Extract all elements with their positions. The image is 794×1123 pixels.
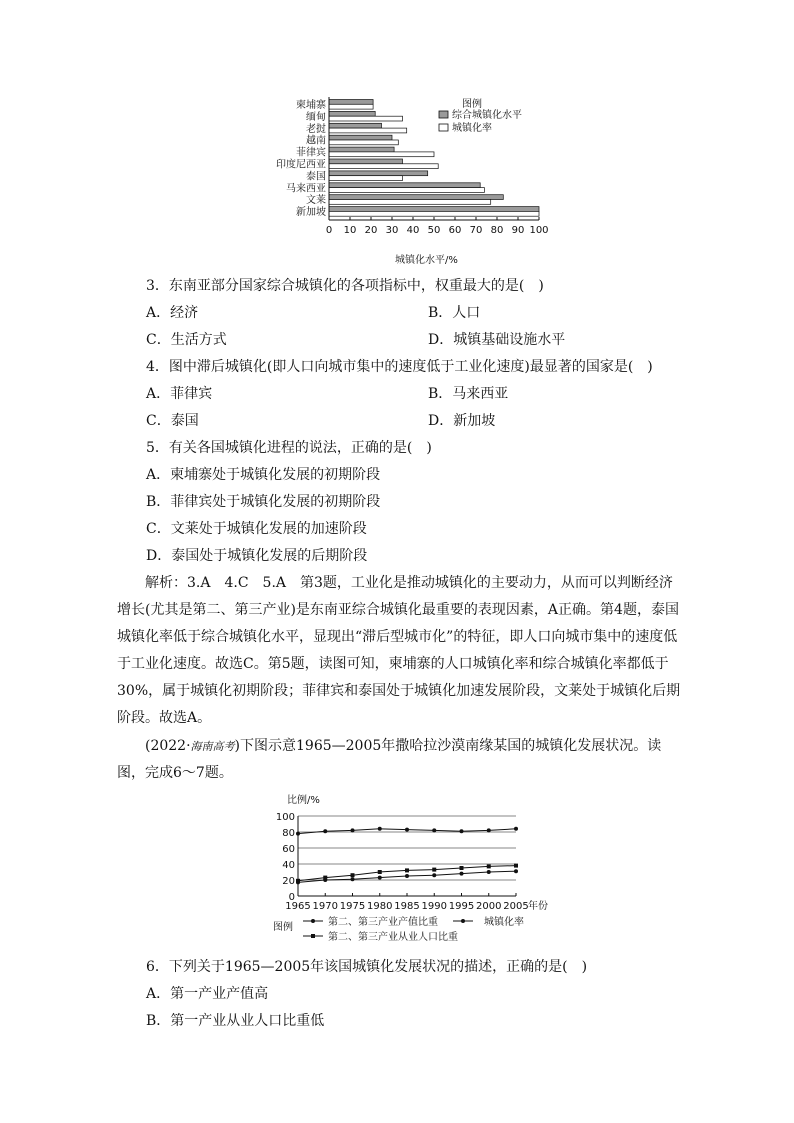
legend-label-urban: 城镇化率 (484, 917, 524, 928)
legend-label-employment: 第二、第三产业从业人口比重 (328, 932, 458, 943)
bar-urbanization-rate (329, 116, 403, 121)
legend-marker-urban (461, 919, 465, 923)
q6-option-b[interactable]: B．第一产业从业人口比重低 (146, 1013, 325, 1029)
series-point-0 (378, 827, 382, 831)
chart2-xtick-label: 1965 (285, 901, 311, 912)
q5-option-a[interactable]: A．柬埔寨处于城镇化发展的初期阶段 (146, 467, 381, 483)
q3-stem: 3．东南亚部分国家综合城镇化的各项指标中，权重最大的是( ) (146, 278, 544, 294)
series-point-0 (460, 829, 464, 833)
series-point-1 (487, 870, 491, 874)
series-line-2 (298, 866, 516, 881)
intro-suffix: )下图示意1965—2005年撒哈拉沙漠南缘某国的城镇化发展状况。读图，完成6～7题。 (117, 738, 662, 781)
bar-composite (329, 147, 394, 152)
bar-composite (329, 135, 392, 140)
chart1-xtick-label: 40 (406, 225, 420, 236)
chart2-ylabel: 比例/% (287, 795, 320, 806)
chart1-xtick-label: 10 (343, 225, 357, 236)
series-point-2 (351, 873, 355, 877)
q6-stem: 6．下列关于1965—2005年该国城镇化发展状况的描述，正确的是( ) (146, 959, 588, 975)
chart2-xlabel: 年份 (528, 901, 548, 912)
bar-composite (329, 171, 428, 176)
chart1-xlabel: 城镇化水平/% (395, 255, 458, 266)
chart2-xtick-label: 1975 (339, 901, 366, 912)
chart2-xtick-label: 1980 (367, 901, 393, 912)
bar-urbanization-rate (329, 128, 407, 133)
chart2-ytick-label: 100 (275, 812, 295, 823)
bar-urbanization-rate (329, 188, 484, 193)
legend-marker-gdp (311, 919, 315, 923)
bar-composite (329, 183, 480, 188)
chart1-category-label: 柬埔寨 (296, 100, 326, 111)
bar-urbanization-rate (329, 104, 373, 109)
analysis-text: 解析：3.A 4.C 5.A 第3题，工业化是推动城镇化的主要动力，从而可以判断经济增长(尤其是第二、第三产业)是东南亚综合城镇化最重要的表现因素，A正确。第4题，泰国城镇化率低于综合城镇化水平，显现出“滞后型城市化”的特征，即人口向城市集中的速度低于工业化速度。故选C。第5题，读图可知，柬埔寨的人口城镇化率和综合城镇化率都低于30%，属于城镇化初期阶段；菲律宾和泰国处于城镇化加速发展阶段，文莱处于城镇化后期阶段。故选A。 (117, 575, 681, 726)
q4-stem: 4．图中滞后城镇化(即人口向城市集中的速度低于工业化速度)最显著的国家是( ) (146, 359, 653, 375)
q5-stem: 5．有关各国城镇化进程的说法，正确的是( ) (146, 440, 432, 456)
chart2-xtick-label: 2000 (476, 901, 502, 912)
chart2-ytick-label: 80 (282, 828, 295, 839)
q6-option-a[interactable]: A．第一产业产值高 (146, 986, 269, 1002)
series-point-1 (405, 874, 409, 878)
legend-label-rate: 城镇化率 (452, 123, 492, 134)
q5-option-c[interactable]: C．文莱处于城镇化发展的加速阶段 (146, 521, 367, 537)
chart1-xtick-label: 50 (427, 225, 441, 236)
chart2-xtick-label: 1985 (394, 901, 420, 912)
bar-urbanization-rate (329, 164, 438, 169)
bar-urbanization-rate (329, 200, 491, 205)
chart2-ytick-label: 0 (288, 892, 295, 903)
series-point-0 (296, 832, 300, 836)
bar-urbanization-rate (329, 152, 434, 157)
chart1-category-label: 缅甸 (306, 111, 326, 123)
bar-composite (329, 207, 539, 212)
series-point-2 (487, 864, 491, 868)
series-point-0 (405, 828, 409, 832)
bar-composite (329, 100, 373, 105)
chart1-xtick-label: 80 (490, 225, 504, 236)
chart1-category-label: 文莱 (306, 195, 326, 207)
series-point-1 (351, 877, 355, 881)
chart1-legend-title: 图例 (462, 99, 482, 110)
q4-option-b[interactable]: B．马来西亚 (428, 386, 509, 402)
urbanization-line-chart (0, 790, 794, 970)
chart1-legend (439, 97, 522, 134)
bar-composite (329, 123, 382, 128)
bar-urbanization-rate (329, 176, 403, 181)
q3-option-b[interactable]: B．人口 (428, 305, 481, 321)
chart1-xtick-label: 60 (448, 225, 462, 236)
intro-source: 海南高考 (190, 740, 235, 753)
chart2-xtick-label: 1995 (448, 901, 475, 912)
chart1-xtick-label: 30 (385, 225, 399, 236)
legend-swatch-composite (439, 111, 448, 118)
chart1-category-label: 泰国 (306, 171, 326, 183)
q5-option-d[interactable]: D．泰国处于城镇化发展的后期阶段 (146, 548, 368, 564)
q3-option-d[interactable]: D．城镇基础设施水平 (428, 332, 566, 348)
chart1-xtick-label: 20 (364, 225, 378, 236)
series-point-2 (514, 864, 518, 868)
series-point-2 (460, 866, 464, 870)
chart2-ytick-label: 20 (282, 876, 295, 887)
chart1-xtick-label: 100 (529, 225, 549, 236)
legend-swatch-rate (439, 124, 448, 131)
analysis-paragraph (117, 570, 682, 732)
chart2-xtick-label: 2005 (503, 901, 529, 912)
series-point-1 (432, 873, 436, 877)
chart2-ytick-label: 40 (282, 860, 295, 871)
chart1-category-label: 马来西亚 (286, 183, 326, 195)
series-point-2 (323, 876, 327, 880)
q4-option-d[interactable]: D．新加坡 (428, 413, 496, 429)
bar-urbanization-rate (329, 211, 539, 216)
series-point-2 (378, 870, 382, 874)
intro-prefix: (2022· (145, 738, 191, 754)
series-point-0 (323, 829, 327, 833)
chart1-xtick-label: 90 (511, 225, 525, 236)
series-point-1 (460, 872, 464, 876)
q4-option-a[interactable]: A．菲律宾 (146, 386, 213, 402)
legend-label-gdp: 第二、第三产业产值比重 (328, 917, 438, 928)
series-point-2 (405, 868, 409, 872)
series-point-0 (351, 828, 355, 832)
chart1-xtick-label: 0 (325, 225, 333, 236)
chart1-category-label: 老挝 (306, 123, 326, 135)
legend-label-composite: 综合城镇化水平 (452, 110, 522, 121)
chart2-legend (273, 915, 524, 943)
series-point-0 (432, 828, 436, 832)
bar-urbanization-rate (329, 140, 398, 145)
chart1-category-label: 越南 (306, 135, 326, 147)
urbanization-bar-chart (0, 0, 794, 270)
series-point-1 (514, 869, 518, 873)
chart1-xtick-label: 70 (469, 225, 483, 236)
series-point-2 (432, 868, 436, 872)
series-point-1 (378, 876, 382, 880)
chart2-legend-title: 图例 (273, 922, 293, 933)
series-point-2 (296, 879, 300, 883)
chart1-category-label: 印度尼西亚 (276, 159, 326, 171)
bar-composite (329, 159, 403, 164)
intro-paragraph (117, 733, 682, 787)
bar-composite (329, 195, 503, 200)
q3-option-c[interactable]: C．生活方式 (146, 332, 227, 348)
legend-marker-employment (311, 934, 315, 938)
series-point-0 (487, 828, 491, 832)
bar-composite (329, 111, 375, 116)
chart1-category-label: 新加坡 (296, 207, 326, 219)
q3-option-a[interactable]: A．经济 (146, 305, 199, 321)
chart2-ytick-label: 60 (282, 844, 295, 855)
q4-option-c[interactable]: C．泰国 (146, 413, 199, 429)
series-point-0 (514, 827, 518, 831)
q5-option-b[interactable]: B．菲律宾处于城镇化发展的初期阶段 (146, 494, 381, 510)
chart2-xtick-label: 1990 (421, 901, 447, 912)
chart1-category-label: 菲律宾 (296, 147, 326, 159)
chart2-xtick-label: 1970 (312, 901, 338, 912)
